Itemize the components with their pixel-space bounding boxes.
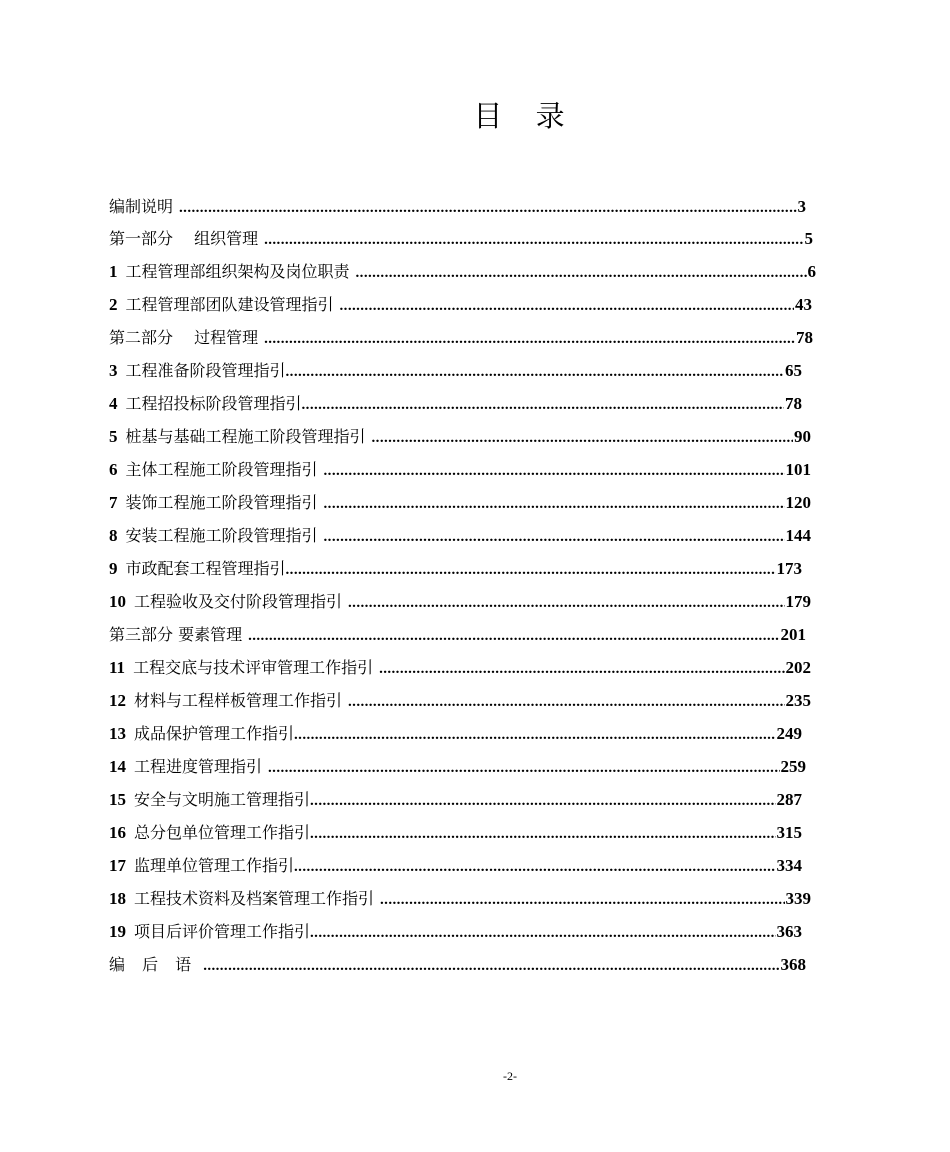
toc-entry-number: 11 — [109, 658, 126, 677]
toc-entry-number: 12 — [109, 691, 126, 710]
toc-entry-title: 工程技术资料及档案管理工作指引 — [134, 889, 375, 908]
toc-entry-number: 1 — [109, 262, 118, 281]
dot-leader — [340, 298, 794, 315]
toc-entry-number: 18 — [109, 889, 126, 908]
toc-entry[interactable] — [109, 391, 802, 424]
toc-entry-page: 235 — [785, 691, 811, 710]
toc-entry[interactable] — [109, 523, 811, 556]
toc-entry-page: 120 — [785, 493, 811, 512]
page-title: 目 录 — [473, 99, 577, 133]
toc-entry[interactable] — [109, 259, 816, 292]
toc-entry-page: 101 — [785, 460, 811, 479]
toc-entry-title: 第一部分 组织管理 — [109, 229, 259, 248]
toc-entry-title: 桩基与基础工程施工阶段管理指引 — [125, 427, 366, 446]
toc-entry-number: 15 — [109, 790, 126, 809]
toc-entry-title: 工程招投标阶段管理指引 — [125, 394, 302, 413]
dot-leader — [379, 661, 784, 678]
dot-leader — [348, 694, 784, 711]
page-number: -2- — [503, 1069, 517, 1083]
toc-entry-page: 363 — [776, 922, 802, 941]
toc-entry-number: 3 — [109, 361, 118, 380]
toc-entry-title: 第二部分 过程管理 — [109, 328, 259, 347]
toc-entry-title: 工程管理部组织架构及岗位职责 — [125, 262, 350, 281]
toc-entry-number: 9 — [109, 559, 118, 578]
dot-leader — [248, 628, 779, 645]
toc-entry-number: 6 — [109, 460, 118, 479]
toc-entry-title: 装饰工程施工阶段管理指引 — [125, 493, 318, 512]
dot-leader — [372, 430, 793, 447]
toc-entry-title: 安全与文明施工管理指引 — [134, 790, 311, 809]
toc-entry-title: 项目后评价管理工作指引 — [134, 922, 311, 941]
toc-entry[interactable] — [109, 424, 811, 457]
dot-leader — [324, 463, 785, 480]
toc-entry[interactable] — [109, 589, 811, 622]
toc-entry-page: 315 — [776, 823, 802, 842]
dot-leader — [302, 397, 784, 414]
toc-entry-number: 2 — [109, 295, 118, 314]
toc-entry-title: 工程准备阶段管理指引 — [125, 361, 286, 380]
toc-entry-number: 10 — [109, 592, 126, 611]
toc-entry[interactable] — [109, 226, 813, 259]
dot-leader — [179, 200, 796, 217]
dot-leader — [324, 496, 785, 513]
toc-entry-page: 287 — [776, 790, 802, 809]
toc-entry-page: 43 — [795, 295, 812, 314]
toc-entry[interactable] — [109, 820, 802, 853]
toc-entry-page: 3 — [797, 197, 806, 216]
dot-leader — [294, 727, 775, 744]
toc-entry-title: 成品保护管理工作指引 — [134, 724, 295, 743]
toc-entry-page: 339 — [785, 889, 811, 908]
toc-entry-page: 259 — [780, 757, 806, 776]
toc-entry-title: 总分包单位管理工作指引 — [134, 823, 311, 842]
toc-entry-title: 工程进度管理指引 — [134, 757, 263, 776]
toc-entry[interactable] — [109, 952, 806, 985]
toc-entry[interactable] — [109, 688, 811, 721]
toc-entry-page: 65 — [785, 361, 802, 380]
toc-entry[interactable] — [109, 622, 806, 655]
toc-entry-page: 173 — [776, 559, 802, 578]
toc-entry-title: 工程交底与技术评审管理工作指引 — [133, 658, 374, 677]
dot-leader — [324, 529, 785, 546]
toc-entry-title: 主体工程施工阶段管理指引 — [125, 460, 318, 479]
toc-entry-title: 编制说明 — [109, 197, 174, 216]
toc-entry-number: 17 — [109, 856, 126, 875]
toc-entry-page: 334 — [776, 856, 802, 875]
toc-entry-number: 5 — [109, 427, 118, 446]
toc-entry[interactable] — [109, 853, 802, 886]
toc-entry[interactable] — [109, 754, 806, 787]
toc-entry-number: 13 — [109, 724, 126, 743]
toc-entry[interactable] — [109, 787, 802, 820]
toc-entry-page: 78 — [785, 394, 802, 413]
toc-entry-page: 201 — [780, 625, 806, 644]
toc-entry-page: 5 — [804, 229, 813, 248]
toc-entry-page: 249 — [776, 724, 802, 743]
dot-leader — [286, 562, 776, 579]
toc-entry-page: 144 — [785, 526, 811, 545]
toc-entry-page: 368 — [780, 955, 806, 974]
toc-entry[interactable] — [109, 490, 811, 523]
toc-entry-page: 202 — [785, 658, 811, 677]
dot-leader — [356, 265, 807, 282]
toc-entry-title: 工程验收及交付阶段管理指引 — [134, 592, 343, 611]
toc-entry[interactable] — [109, 325, 813, 358]
toc-entry-title: 监理单位管理工作指引 — [134, 856, 295, 875]
toc-entry-page: 90 — [794, 427, 811, 446]
toc-entry-title: 第三部分 要素管理 — [109, 625, 243, 644]
dot-leader — [348, 595, 784, 612]
toc-entry[interactable] — [109, 655, 811, 688]
toc-entry-title: 工程管理部团队建设管理指引 — [125, 295, 334, 314]
toc-entry-title: 编 后 语 — [109, 955, 198, 974]
toc-entry-page: 6 — [807, 262, 816, 281]
dot-leader — [264, 331, 795, 348]
toc-entry[interactable] — [109, 721, 802, 754]
toc-entry-title: 市政配套工程管理指引 — [125, 559, 286, 578]
toc-entry-number: 7 — [109, 493, 118, 512]
toc-entry-number: 14 — [109, 757, 126, 776]
toc-entry[interactable] — [109, 457, 811, 490]
toc-entry[interactable] — [109, 194, 806, 227]
toc-entry-number: 16 — [109, 823, 126, 842]
toc-entry[interactable] — [109, 919, 802, 952]
dot-leader — [286, 364, 784, 381]
dot-leader — [380, 892, 784, 909]
toc-entry-title: 安装工程施工阶段管理指引 — [125, 526, 318, 545]
toc-entry[interactable] — [109, 886, 811, 919]
toc-entry-page: 78 — [796, 328, 813, 347]
toc-entry-number: 8 — [109, 526, 118, 545]
toc-entry[interactable] — [109, 556, 802, 589]
dot-leader — [264, 232, 803, 249]
dot-leader — [310, 793, 775, 810]
toc-entry-page: 179 — [785, 592, 811, 611]
toc-entry[interactable] — [109, 292, 812, 325]
toc-entry-title: 材料与工程样板管理工作指引 — [134, 691, 343, 710]
toc-entry-number: 19 — [109, 922, 126, 941]
dot-leader — [310, 826, 775, 843]
toc-entry-number: 4 — [109, 394, 118, 413]
dot-leader — [310, 925, 775, 942]
dot-leader — [294, 859, 775, 876]
toc-entry[interactable] — [109, 358, 802, 391]
dot-leader — [203, 958, 779, 975]
dot-leader — [268, 760, 779, 777]
